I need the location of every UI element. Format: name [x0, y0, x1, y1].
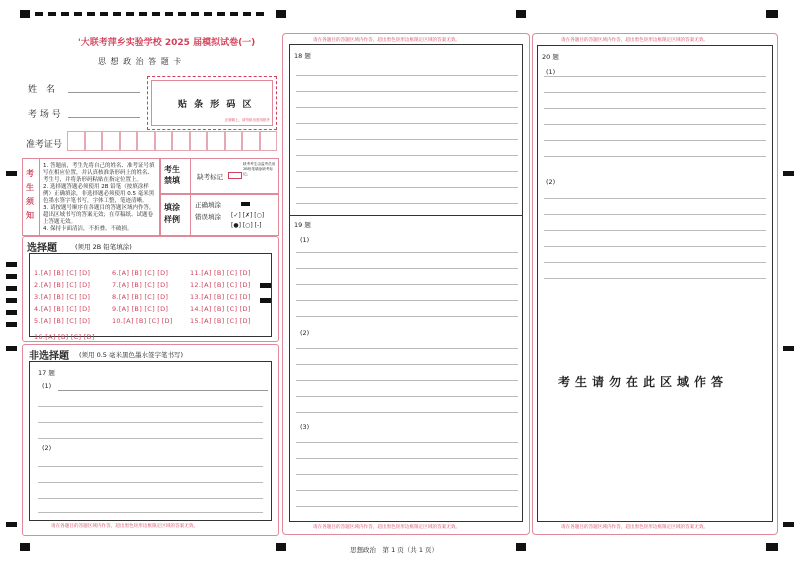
answer-line [38, 512, 263, 513]
choice-row[interactable]: 3.[A] [B] [C] [D] [34, 293, 91, 301]
answer-line [38, 498, 263, 499]
name-label: 姓 名 [28, 85, 56, 95]
bottom-warning: 请在各题目的答题区域内作答，超出黑色矩形边框限定区域的答案无效。 [51, 524, 199, 529]
q20-part-2: (2) [546, 178, 556, 186]
timing-mark [6, 262, 17, 267]
q19-label: 19 题 [294, 221, 311, 229]
choice-row[interactable]: 7.[A] [B] [C] [D] [112, 281, 169, 289]
notice-box [22, 158, 160, 236]
q17-part-2: (2) [42, 444, 52, 452]
column-2-frame [282, 33, 530, 535]
answer-line [38, 466, 263, 467]
timing-mark [6, 298, 17, 303]
choice-row[interactable]: 1.[A] [B] [C] [D] [34, 269, 91, 277]
timing-mark [6, 310, 17, 315]
choice-row[interactable]: 5.[A] [B] [C] [D] [34, 317, 91, 325]
choice-row[interactable]: 15.[A] [B] [C] [D] [190, 317, 251, 325]
corner-marker [20, 543, 30, 551]
q19-part-2: (2) [300, 329, 310, 337]
timing-mark [6, 322, 17, 327]
q19-part-1: (1) [300, 236, 310, 244]
timing-mark [6, 274, 17, 279]
q20-label: 20 题 [542, 53, 559, 61]
notice-item: 1. 答题前，考生先将自己的姓名、准考证号填写在相应位置，并认真核准条形码上的姓名、考生号，并将条形码粘贴在指定位置上。 [43, 163, 155, 183]
timing-mark [6, 346, 17, 351]
corner-marker [276, 10, 286, 18]
answer-line [38, 482, 263, 483]
bottom-warning: 请在各题目的答题区域内作答，超出黑色矩形边框限定区域的答案无效。 [313, 525, 461, 530]
notice-side-label: 考生须知 [26, 169, 34, 220]
wrong-fill-marks-2: [●] [○] [-] [231, 222, 262, 229]
top-warning: 请在各题目的答题区域内作答，超出黑色矩形边框限定区域的答案无效。 [561, 38, 709, 43]
timing-mark [6, 522, 17, 527]
exam-room-field[interactable] [68, 117, 140, 118]
choice-row[interactable]: 12.[A] [B] [C] [D] [190, 281, 251, 289]
top-marker-bar [35, 12, 265, 16]
ticket-label: 准考证号 [26, 140, 63, 150]
absent-note: 缺考考生由监考员用2B铅笔填涂缺考标记。 [243, 162, 276, 176]
q17-label: 17 题 [38, 369, 55, 377]
q19-answer-box[interactable] [289, 215, 523, 522]
choice-title: 选择题 [27, 243, 57, 254]
exam-title: '大联考萍乡实验学校 2025 届模拟试卷(一) [78, 38, 256, 48]
timing-mark [783, 346, 794, 351]
choice-section [22, 236, 279, 342]
q18-answer-box[interactable] [289, 44, 523, 216]
nonchoice-title: 非选择题 [29, 351, 69, 362]
q17-part-1: (1) [42, 382, 52, 390]
answer-line [38, 422, 263, 423]
choice-row[interactable]: 4.[A] [B] [C] [D] [34, 305, 91, 313]
bottom-warning: 请在各题目的答题区域内作答，超出黑色矩形边框限定区域的答案无效。 [561, 525, 709, 530]
notice-item: 3. 请按题号顺序在各题目的答题区域内作答，超出区域书写的答案无效；在草稿纸、试题卷上答题无效。 [43, 205, 155, 225]
barcode-area [147, 76, 277, 130]
notice-item: 4. 保持卡面清洁，不折叠、不破损。 [43, 226, 133, 232]
card-subtitle: 思 想 政 治 答 题 卡 [98, 57, 183, 66]
choice-row[interactable]: 14.[A] [B] [C] [D] [190, 305, 251, 313]
choice-grid [29, 253, 272, 341]
q17-answer-box[interactable] [29, 361, 272, 521]
top-warning: 请在各题目的答题区域内作答，超出黑色矩形边框限定区域的答案无效。 [313, 38, 461, 43]
choice-row[interactable]: 9.[A] [B] [C] [D] [112, 305, 169, 313]
answer-line [38, 406, 263, 407]
correct-fill-mark [241, 202, 250, 206]
page-footer: 思想政治 第 1 页（共 1 页） [350, 546, 439, 554]
correct-fill-label: 正确填涂 [195, 201, 221, 209]
choice-col-1 [34, 260, 95, 341]
exam-room-label: 考 场 号 [28, 110, 61, 120]
timing-mark [783, 171, 794, 176]
timing-mark [6, 286, 17, 291]
notice-item: 2. 选择题答题必须使用 2B 铅笔（按填涂样例）正确填涂，非选择题必须使用 0.5 毫米黑色墨水签字笔书写，字体工整，笔迹清晰。 [43, 184, 155, 204]
barcode-note: 正面朝上，请勿贴出虚线框外 [224, 118, 270, 122]
answer-line [38, 438, 263, 439]
choice-row[interactable]: 2.[A] [B] [C] [D] [34, 281, 91, 289]
q20-part-1: (1) [546, 68, 556, 76]
choice-col-2 [112, 260, 173, 325]
absent-mark-box[interactable] [228, 172, 242, 179]
absent-label: 考生禁填 [164, 165, 180, 185]
nonchoice-hint: (须用 0.5 毫米黑色墨水签字笔书写) [79, 351, 184, 359]
timing-mark [783, 522, 794, 527]
answer-line [58, 390, 268, 391]
name-field[interactable] [68, 92, 140, 93]
q20-answer-box[interactable] [537, 45, 773, 522]
absent-box [160, 158, 279, 194]
q19-part-3: (3) [300, 423, 310, 431]
choice-row[interactable]: 8.[A] [B] [C] [D] [112, 293, 169, 301]
choice-row[interactable]: 13.[A] [B] [C] [D] [190, 293, 251, 301]
corner-marker [516, 10, 526, 18]
timing-mark [6, 171, 17, 176]
absent-mark-label: 缺考标记 [197, 173, 223, 181]
corner-marker [766, 10, 778, 18]
ticket-number-grid[interactable] [67, 131, 277, 151]
nonchoice-section [22, 344, 279, 536]
column-3-frame [532, 33, 778, 535]
corner-marker [20, 10, 30, 18]
choice-row[interactable]: 16.[A] [B] [C] [D] [34, 333, 95, 341]
corner-marker [516, 543, 526, 551]
corner-marker [766, 543, 778, 551]
q18-label: 18 题 [294, 52, 311, 60]
fill-example-label: 填涂样例 [164, 203, 180, 224]
wrong-fill-marks: [✓] [✗] [○] [231, 212, 265, 219]
notice-list [43, 163, 156, 233]
choice-row[interactable]: 11.[A] [B] [C] [D] [190, 269, 251, 277]
choice-row[interactable]: 10.[A] [B] [C] [D] [112, 317, 173, 325]
fill-example-box [160, 194, 279, 236]
corner-marker [276, 543, 286, 551]
choice-row[interactable]: 6.[A] [B] [C] [D] [112, 269, 169, 277]
barcode-label: 贴 条 形 码 区 [178, 100, 254, 110]
choice-hint: (须用 2B 铅笔填涂) [75, 243, 132, 251]
wrong-fill-label: 错误填涂 [195, 213, 221, 221]
choice-col-3 [190, 260, 251, 325]
no-answer-zone-label: 考生请勿在此区域作答 [558, 375, 729, 389]
